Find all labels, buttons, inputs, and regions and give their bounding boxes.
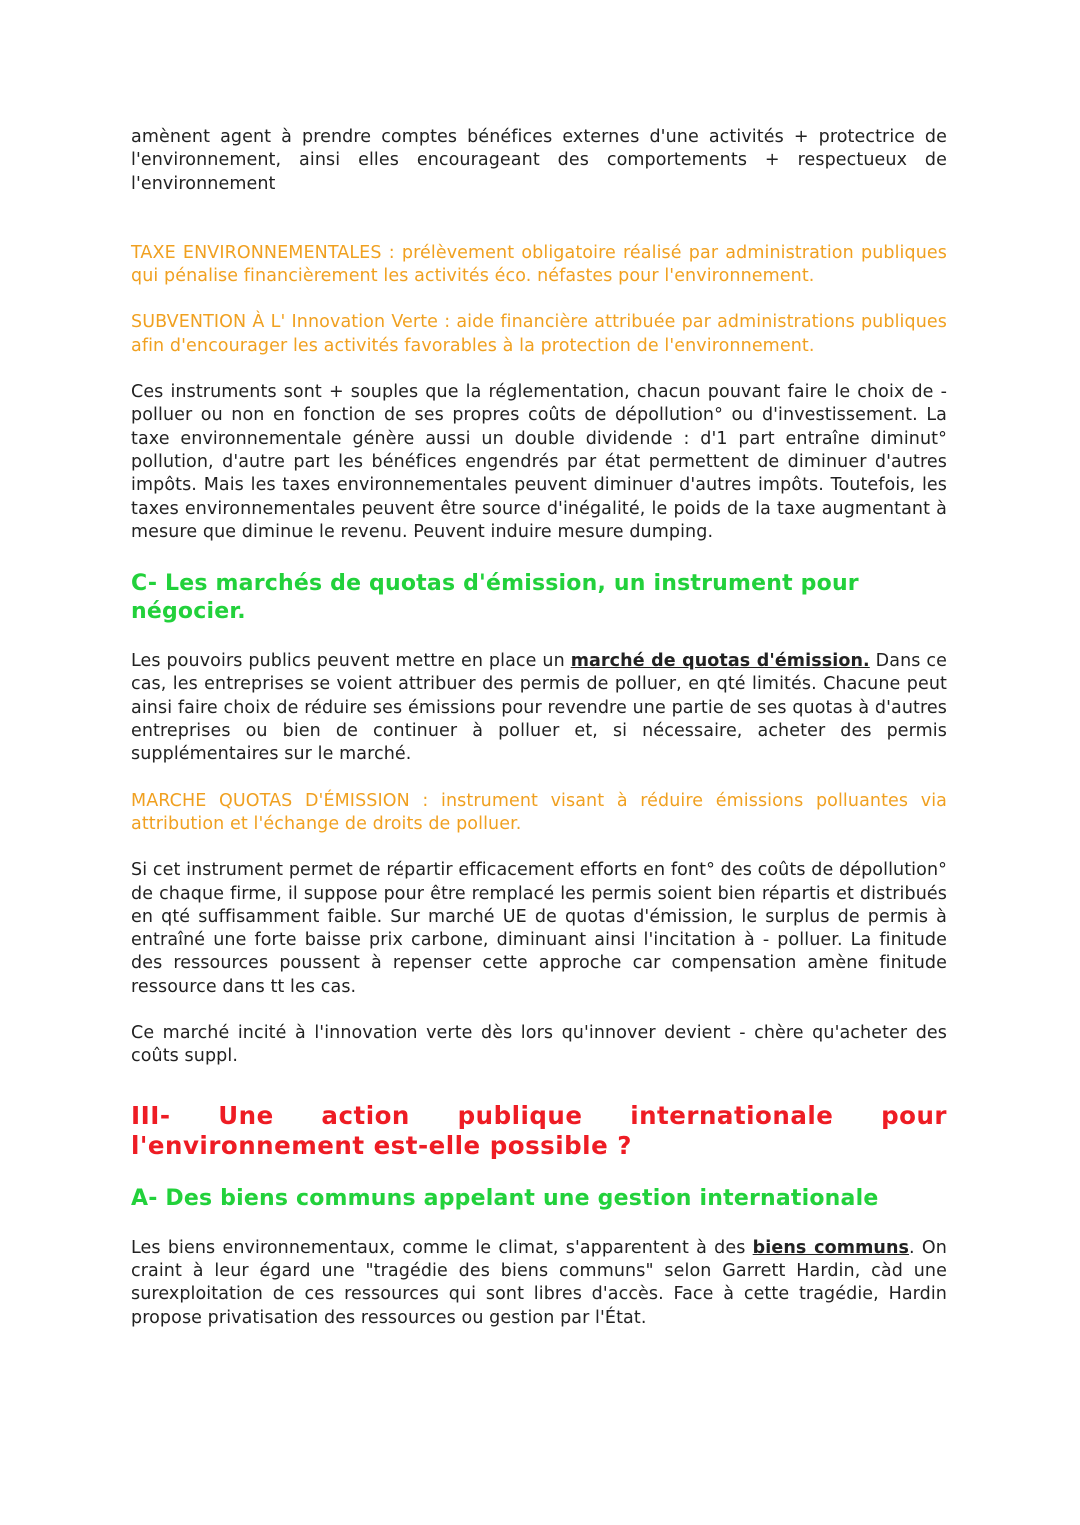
definition-marche-quotas	[131, 790, 947, 837]
definition-subvention	[131, 311, 947, 358]
section-heading-c: C- Les marchés de quotas d'émission, un instrument pour négocier.	[131, 571, 859, 625]
term-link-biens-communs: biens communs	[752, 1237, 910, 1258]
document-page	[131, 126, 947, 1330]
paragraph-externalities: amènent agent à prendre comptes bénéfices externes d'une activités + protectrice de l'environnement, ainsi elles encourageant des comportements + respectueux de l'environnement	[131, 127, 947, 194]
section-heading-iii: III- Une action publique internationale pour l'environnement est-elle possible ?	[131, 1100, 947, 1160]
paragraph-instruments: Ces instruments sont + souples que la réglementation, chacun pouvant faire le choix de - polluer ou non en fonction de ses propres coûts de dépollution° ou d'investissement. La taxe environnementale génère aussi un double dividende : d'1 part entraîne diminut° pollution, d'autre part les bénéfices engendrés par état permettent de diminuer d'autres impôts. Mais les taxes environnementales peuvent diminuer d'autres impôts. Toutefois, les taxes environnementales peuvent être source d'inégalité, le poids de la taxe augmentant à mesure que diminue le revenu. Peuvent induire mesure dumping.	[131, 382, 947, 542]
definition-text: : aide financière attribuée par administrations publiques afin d'encourager les activités favorables à la protection de l'environnement.	[131, 312, 947, 356]
definition-text: : instrument visant à réduire émissions polluantes via attribution et l'échange de droits de polluer.	[131, 790, 947, 834]
definition-term: SUBVENTION À L' Innovation Verte	[131, 312, 439, 333]
paragraph-biens-communs: Les biens environnementaux, comme le climat, s'apparentent à des biens communs. On craint à leur égard une "tragédie des biens communs" selon Garrett Hardin, càd une surexploitation de ces ressources qui sont libres d'accès. Face à cette tragédie, Hardin propose privatisation des ressources ou gestion par l'État.	[131, 1237, 947, 1328]
definition-term: TAXE ENVIRONNEMENTALES	[131, 242, 382, 263]
definition-text: : prélèvement obligatoire réalisé par administration publiques qui pénalise financièrement les activités éco. néfastes pour l'environnement.	[131, 242, 947, 287]
paragraph-innovation: Ce marché incité à l'innovation verte dès lors qu'innover devient - chère qu'acheter des coûts suppl.	[131, 1023, 947, 1067]
section-heading-a: A- Des biens communs appelant une gestion internationale	[131, 1185, 879, 1211]
definition-term: MARCHE QUOTAS D'ÉMISSION	[131, 790, 410, 811]
definition-taxe-environnementale	[131, 242, 947, 289]
paragraph-repartition: Si cet instrument permet de répartir efficacement efforts en font° des coûts de dépollution° de chaque firme, il suppose pour être remplacé les permis soient bien répartis et distribués en qté suffisamment faible. Sur marché UE de quotas d'émission, le surplus de permis à entraîné une forte baisse prix carbone, diminuant ainsi l'incitation à - polluer. La finitude des ressources poussent à repenser cette approche car compensation amène finitude ressource dans tt les cas.	[131, 860, 947, 997]
term-link-marche-quotas: marché de quotas d'émission.	[570, 651, 870, 672]
paragraph-marche-quotas: Les pouvoirs publics peuvent mettre en place un marché de quotas d'émission. Dans ce cas, les entreprises se voient attribuer des permis de polluer, en qté limités. Chacune peut ainsi faire choix de réduire ses émissions pour revendre une partie de ses quotas à d'autres entreprises ou bien de continuer à polluer et, si nécessaire, acheter des permis supplémentaires sur le marché.	[131, 651, 947, 765]
